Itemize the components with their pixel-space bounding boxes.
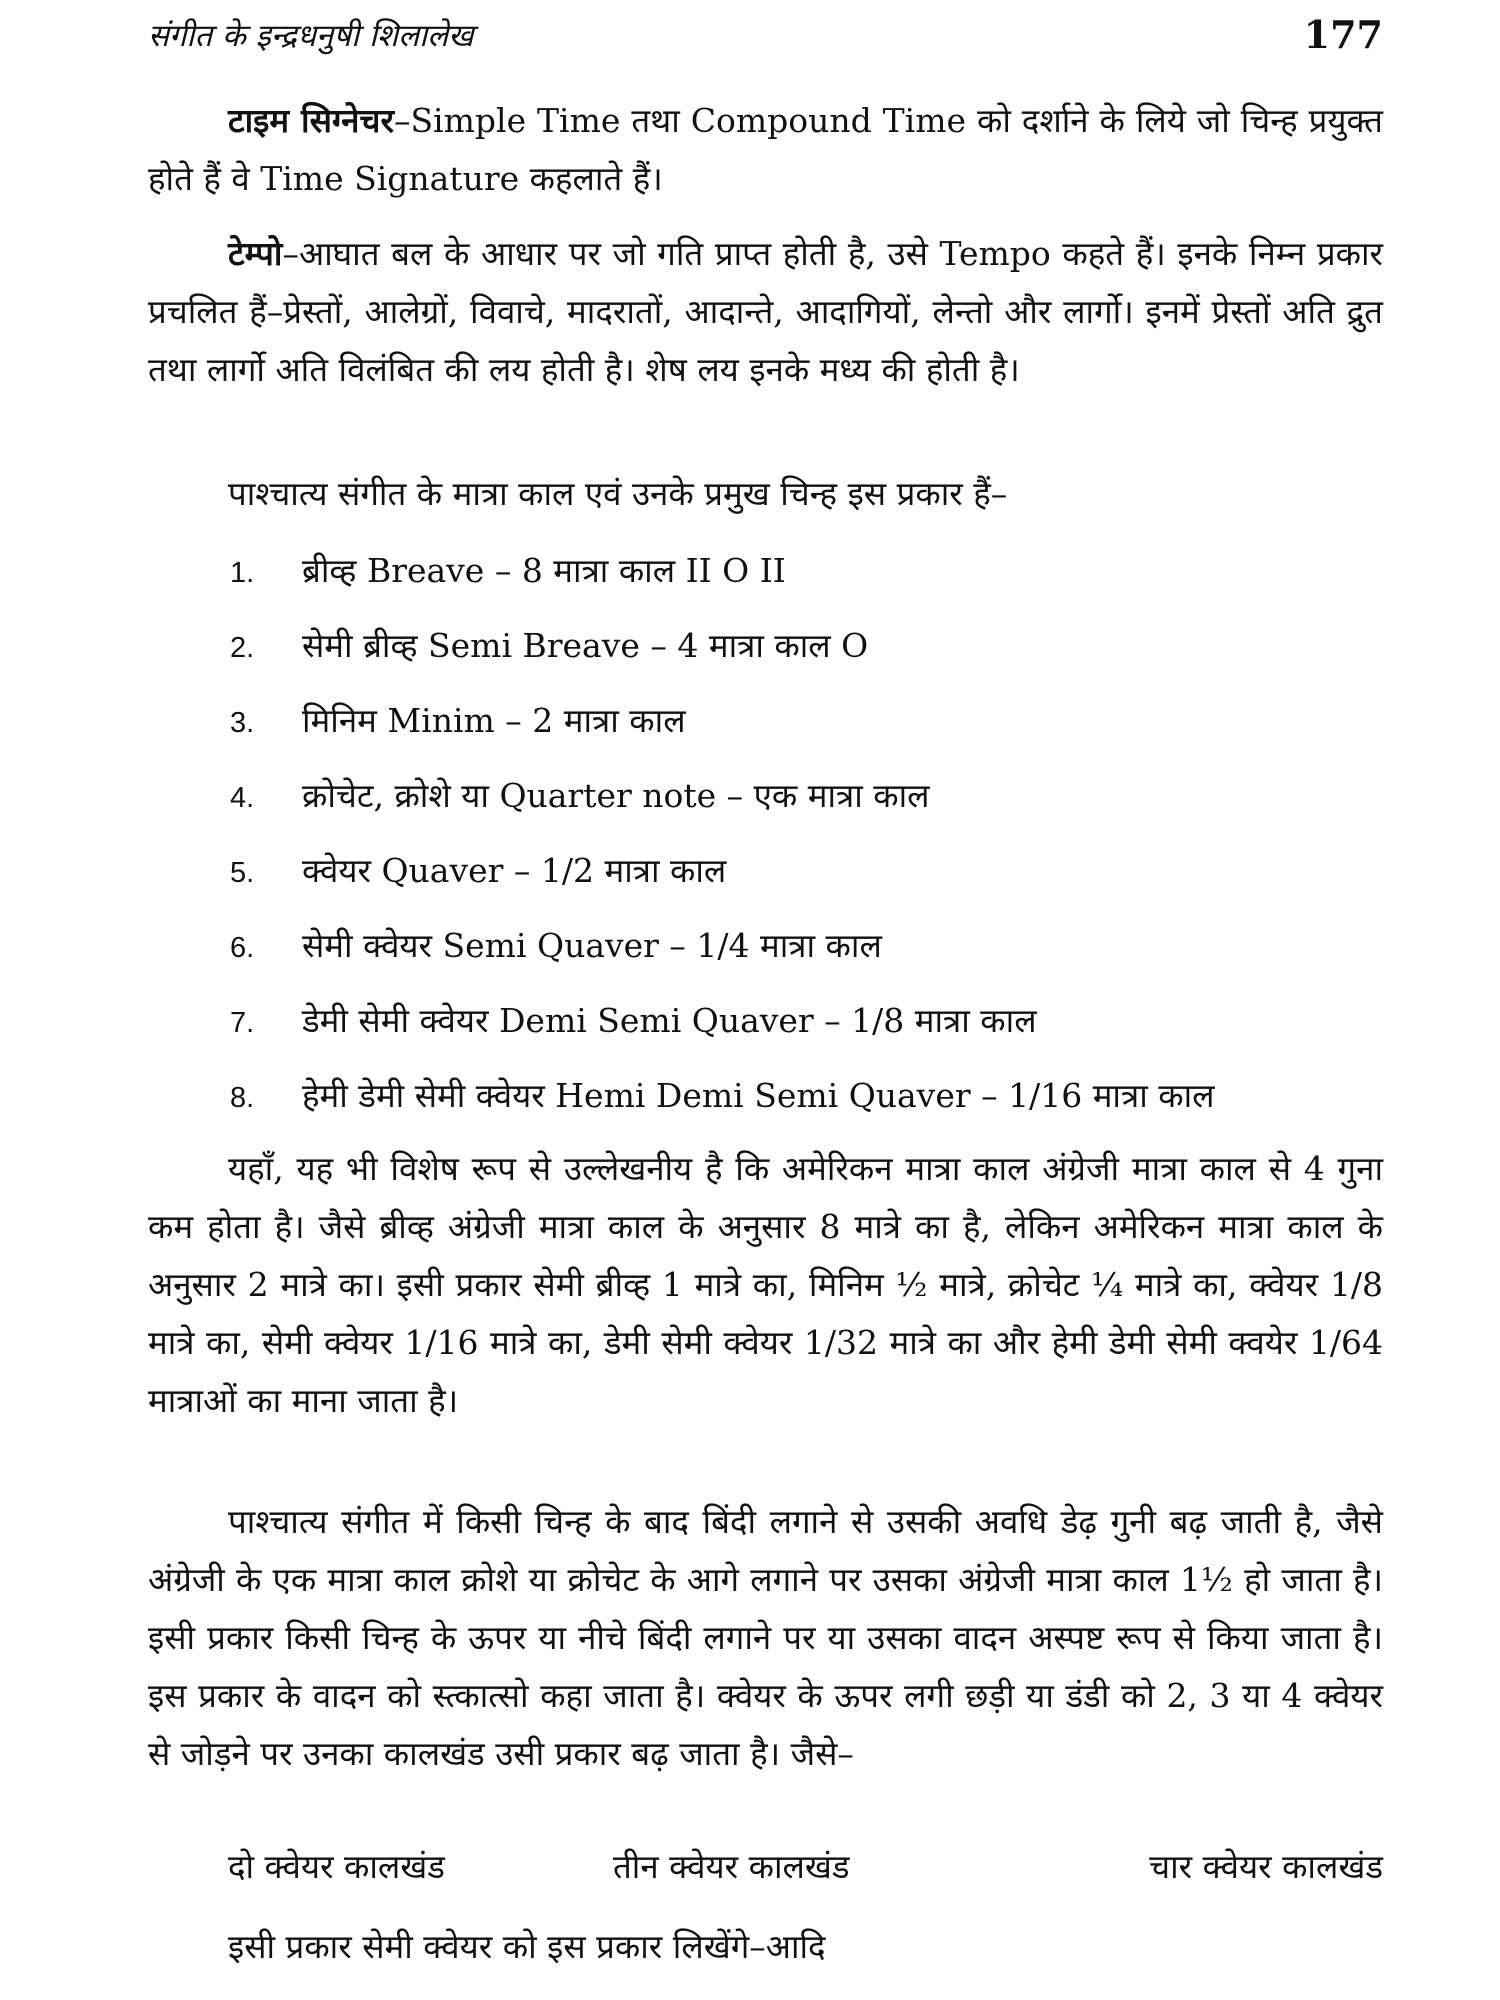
list-number: 5. <box>230 857 255 889</box>
list-item <box>230 542 786 602</box>
list-number: 4. <box>230 782 255 814</box>
example-four-quaver: चार क्वेयर कालखंड <box>1149 1847 1383 1886</box>
list-text: मिनिम Minim – 2 मात्रा काल <box>302 701 686 740</box>
list-item <box>230 1067 1215 1127</box>
term-time-signature: टाइम सिग्नेचर <box>228 101 394 140</box>
list-item <box>230 767 930 827</box>
list-item <box>230 692 686 752</box>
list-item <box>230 992 1037 1052</box>
term-tempo: टेम्पो <box>228 234 283 273</box>
list-text: ब्रीव्ह Breave – 8 मात्रा काल II O II <box>302 551 786 590</box>
paragraph-text: यहाँ, यह भी विशेष रूप से उल्लेखनीय है कि अमेरिकन मात्रा काल अंग्रेजी मात्रा काल से 4 गुना कम होता है। जैसे ब्रीव्ह अंग्रेजी मात्रा काल के अनुसार 8 मात्रे का है, लेकिन अमेरिकन मात्रा काल के अनुसार 2 मात्रे का। इसी प्रकार सेमी ब्रीव्ह 1 मात्रे का, मिनिम ½ मात्रे, क्रोचेट ¼ मात्रे का, क्वेयर 1/8 मात्रे का, सेमी क्वेयर 1/16 मात्रे का, डेमी सेमी क्वेयर 1/32 मात्रे का और हेमी डेमी सेमी क्वयेर 1/64 मात्राओं का माना जाता है। <box>148 1149 1383 1420</box>
list-number: 6. <box>230 932 255 964</box>
list-item <box>230 917 882 977</box>
list-number: 7. <box>230 1007 255 1039</box>
paragraph-text: पाश्चात्य संगीत के मात्रा काल एवं उनके प्रमुख चिन्ह इस प्रकार हैं– <box>228 474 1008 513</box>
list-number: 8. <box>230 1082 255 1114</box>
paragraph-text: –Simple Time तथा Compound Time को दर्शाने के लिये जो चिन्ह प्रयुक्त होते हैं वे Time Signature कहलाते हैं। <box>148 101 1383 198</box>
list-text: हेमी डेमी सेमी क्वेयर Hemi Demi Semi Quaver – 1/16 मात्रा काल <box>302 1076 1215 1115</box>
paragraph-time-signature <box>148 92 1383 208</box>
paragraph-list-intro <box>148 465 1383 523</box>
paragraph-american-values <box>148 1140 1383 1430</box>
list-number: 1. <box>230 557 255 589</box>
list-number: 3. <box>230 707 255 739</box>
list-item <box>230 842 726 902</box>
list-text: क्रोचेट, क्रोशे या Quarter note – एक मात्रा काल <box>302 776 930 815</box>
page-number: 177 <box>1303 12 1383 57</box>
list-text: क्वेयर Quaver – 1/2 मात्रा काल <box>302 851 727 890</box>
example-two-quaver: दो क्वेयर कालखंड <box>228 1847 445 1886</box>
running-header-title: संगीत के इन्द्रधनुषी शिलालेख <box>148 18 474 54</box>
list-item <box>230 617 868 677</box>
paragraph-dot-notation <box>148 1493 1383 1783</box>
list-text: सेमी क्वेयर Semi Quaver – 1/4 मात्रा काल <box>302 926 882 965</box>
example-three-quaver: तीन क्वेयर कालखंड <box>613 1847 850 1886</box>
list-number: 2. <box>230 632 255 664</box>
paragraph-text: पाश्चात्य संगीत में किसी चिन्ह के बाद बिंदी लगाने से उसकी अवधि डेढ़ गुनी बढ़ जाती है, जैसे अंग्रेजी के एक मात्रा काल क्रोशे या क्रोचेट के आगे लगाने पर उसका अंग्रेजी मात्रा काल 1½ हो जाता है। इसी प्रकार किसी चिन्ह के ऊपर या नीचे बिंदी लगाने पर या उसका वादन अस्पष्ट रूप से किया जाता है। इस प्रकार के वादन को स्त्कात्सो कहा जाता है। क्वेयर के ऊपर लगी छड़ी या डंडी को 2, 3 या 4 क्वेयर से जोड़ने पर उनका कालखंड उसी प्रकार बढ़ जाता है। जैसे– <box>148 1502 1383 1773</box>
closing-line: इसी प्रकार सेमी क्वेयर को इस प्रकार लिखेंगे–आदि <box>228 1927 826 1966</box>
paragraph-tempo <box>148 225 1383 399</box>
list-text: डेमी सेमी क्वेयर Demi Semi Quaver – 1/8 मात्रा काल <box>302 1001 1037 1040</box>
paragraph-text: –आघात बल के आधार पर जो गति प्राप्त होती है, उसे Tempo कहते हैं। इनके निम्न प्रकार प्रचलित हैं–प्रेस्तों, आलेग्रों, विवाचे, मादरातों, आदान्ते, आदागियों, लेन्तो और लार्गो। इनमें प्रेस्तों अति द्रुत तथा लार्गो अति विलंबित की लय होती है। शेष लय इनके मध्य की होती है। <box>148 234 1383 389</box>
list-text: सेमी ब्रीव्ह Semi Breave – 4 मात्रा काल O <box>302 626 869 665</box>
